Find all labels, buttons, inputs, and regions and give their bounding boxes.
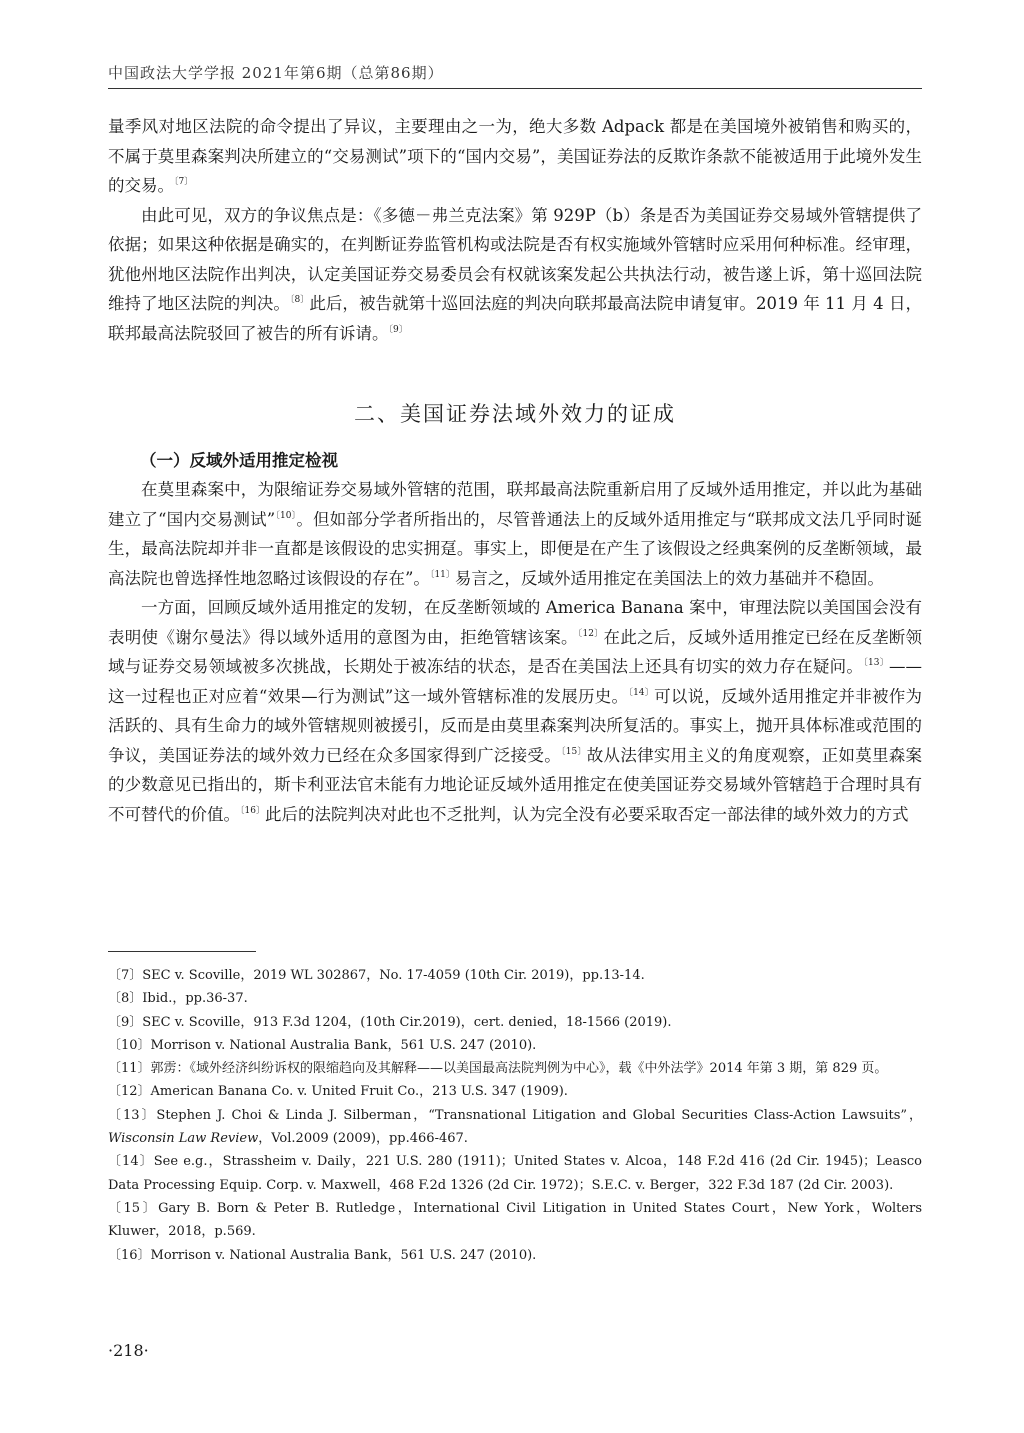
footnote-ref[interactable]: 〔7〕: [174, 177, 194, 187]
journal-header-text: 中国政法大学学报 2021年第6期（总第86期）: [108, 64, 444, 82]
footnote-15: 〔15〕Gary B. Born & Peter B. Rutledge，International Civil Litigation in United States Court，New York，Wolters Kluwer，2018，p.569.: [108, 1200, 922, 1240]
footnote-ref[interactable]: 〔16〕: [240, 805, 265, 816]
footnote-divider: [108, 951, 256, 952]
footnote-ref[interactable]: 〔10〕: [275, 510, 297, 521]
footnote-ref[interactable]: 〔8〕: [289, 295, 310, 305]
footnote-13: 〔13〕Stephen J. Choi & Linda J. Silberman，“Transnational Litigation and Global Securities Class-Action Lawsuits”，Wisconsin Law Review，Vol.2009 (2009)，pp.466-467.: [108, 1107, 922, 1147]
paragraph: 一方面，回顾反域外适用推定的发轫，在反垄断领域的 America Banana 案中，审理法院以美国国会没有表明使《谢尔曼法》得以域外适用的意图为由，拒绝管辖该案。$^{〔12〕}$在此之后，反域外适用推定已经在反垄断领域与证券交易领域被多次挑战，长期处于被冻结的状态，是否在美国法上还具有切实的效力存在疑问。$^{〔13〕}$——这一过程也正对应着“效果—行为测试”这一域外管辖标准的发展历史。$^{〔14〕}$可以说，反域外适用推定并非被作为活跃的、具有生命力的域外管辖规则被援引，反而是由莫里森案判决所复活的。事实上，抛开具体标准或范围的争议，美国证券法的域外效力已经在众多国家得到广泛接受。$^{〔15〕}$故从法律实用主义的角度观察，正如莫里森案的少数意见已指出的，斯卡利亚法官未能有力地论证反域外适用推定在使美国证券交易域外管辖趋于合理时具有不可替代的价值。$^{〔16〕}$此后的法院判决对此也不乏批判，认为完全没有必要采取否定一部法律的域外效力的方式: [108, 598, 923, 824]
footnote-ref[interactable]: 〔9〕: [388, 324, 408, 335]
paragraph: 由此可见，双方的争议焦点是：《多德－弗兰克法案》第 929P（b）条是否为美国证券交易域外管辖提供了依据；如果这种依据是确实的，在判断证券监管机构或法院是否有权实施域外管辖时应采用何种标准。经审理，犹他州地区法院作出判决，认定美国证券交易委员会有权就该案发起公共执法行动，被告遂上诉，第十巡回法院维持了地区法院的判决。$^{〔8〕}$此后，被告就第十巡回法庭的判决向联邦最高法院申请复审。2019 年 11 月 4 日，联邦最高法院驳回了被告的所有诉请。$^{〔9〕}$: [108, 205, 922, 343]
footnote-11: 〔11〕郭雳：《域外经济纠纷诉权的限缩趋向及其解释——以美国最高法院判例为中心》，载《中外法学》2014 年第 3 期，第 829 页。: [108, 1061, 888, 1077]
footnote-12: 〔12〕American Banana Co. v. United Fruit Co.，213 U.S. 347 (1909).: [108, 1084, 568, 1100]
footnote-9: 〔9〕SEC v. Scoville，913 F.3d 1204，(10th Cir.2019)，cert. denied，18-1566 (2019).: [108, 1014, 672, 1030]
journal-title: Wisconsin Law Review: [108, 1131, 259, 1147]
page-number: ·218·: [108, 1341, 149, 1360]
paragraph: 量季风对地区法院的命令提出了异议，主要理由之一为，绝大多数 Adpack 都是在美国境外被销售和购买的，不属于莫里森案判决所建立的“交易测试”项下的“国内交易”，美国证券法的反欺诈条款不能被适用于此境外发生的交易。$^{〔7〕}$: [108, 117, 922, 195]
footnotes: [108, 964, 922, 1267]
footnote-8: 〔8〕Ibid.，pp.36-37.: [108, 991, 248, 1007]
footnote-ref[interactable]: 〔14〕: [628, 687, 655, 698]
section-title: 二、美国证券法域外效力的证成: [354, 402, 676, 426]
section-body: [108, 475, 922, 829]
footnote-7: 〔7〕SEC v. Scoville，2019 WL 302867，No. 17-4059 (10th Cir. 2019)，pp.13-14.: [108, 968, 645, 983]
footnote-14: 〔14〕See e.g.，Strassheim v. Daily，221 U.S. 280 (1911)；United States v. Alcoa，148 F.2d 416 (2d Cir. 1945)；Leasco Data Processing Equip. Corp. v. Maxwell，468 F.2d 1326 (2d Cir. 1972)；S.E.C. v. Berger，322 F.3d 187 (2d Cir. 2003).: [108, 1154, 922, 1193]
footnote-ref[interactable]: 〔15〕: [560, 746, 587, 757]
footnote-ref[interactable]: 〔12〕: [577, 628, 604, 639]
paragraph: 在莫里森案中，为限缩证券交易域外管辖的范围，联邦最高法院重新启用了反域外适用推定，并以此为基础建立了“国内交易测试”$^{〔10〕}$。但如部分学者所指出的，尽管普通法上的反域外适用推定与“联邦成文法几乎同时诞生，最高法院却并非一直都是该假设的忠实拥趸。事实上，即便是在产生了该假设之经典案例的反垄断领域，最高法院也曾选择性地忽略过该假设的存在”。$^{〔11〕}$易言之，反域外适用推定在美国法上的效力基础并不稳固。: [108, 480, 923, 588]
running-header: [108, 62, 922, 89]
footnote-16: 〔16〕Morrison v. National Australia Bank，561 U.S. 247 (2010).: [108, 1247, 537, 1263]
opening-paragraphs: [108, 112, 922, 348]
footnote-ref[interactable]: 〔11〕: [429, 569, 455, 580]
footnote-ref[interactable]: 〔13〕: [863, 658, 890, 668]
footnote-10: 〔10〕Morrison v. National Australia Bank，561 U.S. 247 (2010).: [108, 1037, 537, 1053]
subsection-heading: （一）反域外适用推定检视: [140, 451, 338, 470]
